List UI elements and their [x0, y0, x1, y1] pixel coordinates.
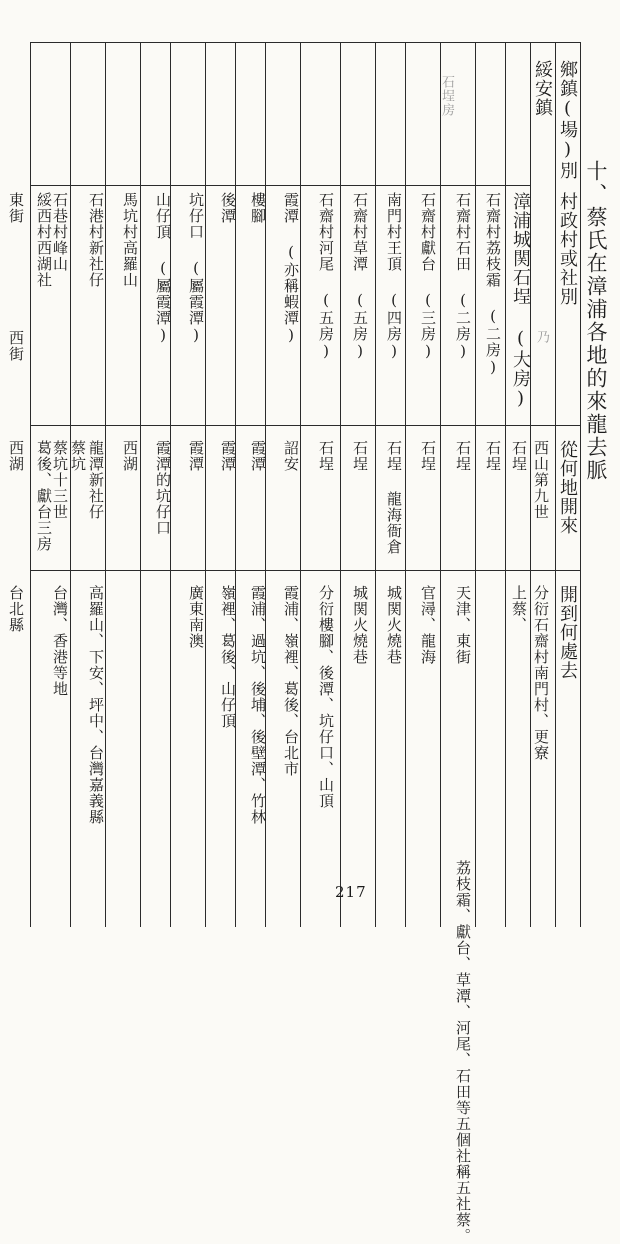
- column-divider: [530, 42, 531, 927]
- column-divider: [105, 42, 106, 927]
- destination-cell: 城関火燒巷: [385, 585, 403, 665]
- column-divider: [405, 42, 406, 927]
- village-cell: 石巷村峰山: [51, 192, 69, 272]
- destination-cell: 台灣、香港等地: [51, 585, 69, 697]
- origin-cell: 龍潭新社仔: [87, 440, 105, 520]
- village-cell: 綏西村西湖社: [35, 192, 53, 288]
- destination-cell: 分衍樓腳、後潭、坑仔口、山頂: [317, 585, 335, 809]
- origin-cell: 詔安: [282, 440, 300, 472]
- row-divider-header: [30, 185, 530, 186]
- township-name: 綏安鎮: [532, 60, 553, 117]
- origin-cell: 西山第九世: [532, 440, 550, 520]
- page-number: 217: [335, 883, 367, 901]
- origin-cell: 霞潭: [219, 440, 237, 472]
- column-divider: [440, 42, 441, 927]
- header-village: 村政村或社別: [557, 192, 578, 306]
- village-cell: 山仔頂 (屬霞潭): [154, 192, 172, 345]
- table-top-border: [30, 42, 580, 43]
- column-divider: [505, 42, 506, 927]
- column-divider: [475, 42, 476, 927]
- village-cell: 西街: [7, 330, 25, 362]
- destination-cell: 台北縣: [7, 585, 25, 633]
- origin-cell: 石埕: [510, 440, 528, 472]
- column-divider: [375, 42, 376, 927]
- village-cell: 馬坑村高羅山: [121, 192, 139, 288]
- village-cell: 後潭: [219, 192, 237, 224]
- destination-cell: 天津、東街: [454, 585, 472, 665]
- column-divider: [235, 42, 236, 927]
- village-cell: 石齋村獻台 (三房): [419, 192, 437, 361]
- origin-cell: 蔡坑: [69, 440, 87, 472]
- column-divider: [205, 42, 206, 927]
- origin-cell: 霞潭的坑仔口: [154, 440, 172, 536]
- origin-cell: 石埕 龍海衙倉: [385, 440, 403, 555]
- header-to: 開到何處去: [557, 585, 578, 680]
- header-township: 鄉鎮(場)別: [557, 60, 578, 180]
- origin-cell: 蔡坑十三世: [51, 440, 69, 520]
- column-divider: [140, 42, 141, 927]
- destination-cell: 城関火燒巷: [351, 585, 369, 665]
- origin-cell: 石埕: [454, 440, 472, 472]
- origin-cell: 西湖: [7, 440, 25, 472]
- village-cell: 坑仔口 (屬霞潭): [187, 192, 205, 345]
- destination-cell: 廣東南澳: [187, 585, 205, 649]
- origin-cell: 石埕: [351, 440, 369, 472]
- table-left-border: [30, 42, 31, 927]
- origin-cell: 石埕: [484, 440, 502, 472]
- origin-cell: 西湖: [121, 440, 139, 472]
- bottom-note: 荔枝霜、獻台、草潭、河尾、石田等五個社稱五社蔡。: [454, 860, 472, 1244]
- village-cell: 樓腳: [249, 192, 267, 224]
- origin-cell: 霞潭: [187, 440, 205, 472]
- origin-cell: 霞潭: [249, 440, 267, 472]
- column-divider: [300, 42, 301, 927]
- column-divider: [555, 42, 556, 927]
- destination-cell: 高羅山、下安、坪中、台灣嘉義縣: [87, 585, 105, 825]
- pencil-note: 石埕房: [439, 75, 454, 117]
- table-right-border: [580, 42, 581, 927]
- village-cell: 東街: [7, 192, 25, 224]
- pencil-note: 乃: [534, 330, 549, 344]
- header-from: 從何地開來: [557, 440, 578, 535]
- village-cell: 石齋村石田 (二房): [454, 192, 472, 361]
- village-cell: 石港村新社仔: [87, 192, 105, 288]
- village-cell: 霞潭 (亦稱蝦潭): [282, 192, 300, 345]
- document-title: 十、蔡氏在漳浦各地的來龍去脈: [584, 160, 608, 482]
- village-cell: 南門村王頂 (四房): [385, 192, 403, 361]
- village-cell: 石齋村荔枝霜 (二房): [484, 192, 502, 377]
- destination-cell: 上蔡、: [510, 585, 528, 633]
- origin-cell: 石埕: [317, 440, 335, 472]
- origin-cell: 石埕: [419, 440, 437, 472]
- origin-cell: 葛後、獻台三房: [35, 440, 53, 552]
- destination-cell: 官潯、龍海: [419, 585, 437, 665]
- column-divider: [70, 42, 71, 927]
- village-cell: 石齋村河尾 (五房): [317, 192, 335, 361]
- row-divider-villages: [30, 425, 580, 426]
- destination-cell: 霞浦、嶺裡、葛後、台北市: [282, 585, 300, 777]
- row-divider-origins: [30, 570, 580, 571]
- destination-cell: 霞浦、過坑、後埔、後壁潭、竹林: [249, 585, 267, 825]
- village-cell: 漳浦城関石埕 (大房): [510, 192, 531, 410]
- destination-cell: 分衍石齋村南門村、更寮: [532, 585, 550, 761]
- village-cell: 石齋村草潭 (五房): [351, 192, 369, 361]
- destination-cell: 嶺裡、葛後、山仔頂: [219, 585, 237, 729]
- column-divider: [340, 42, 341, 927]
